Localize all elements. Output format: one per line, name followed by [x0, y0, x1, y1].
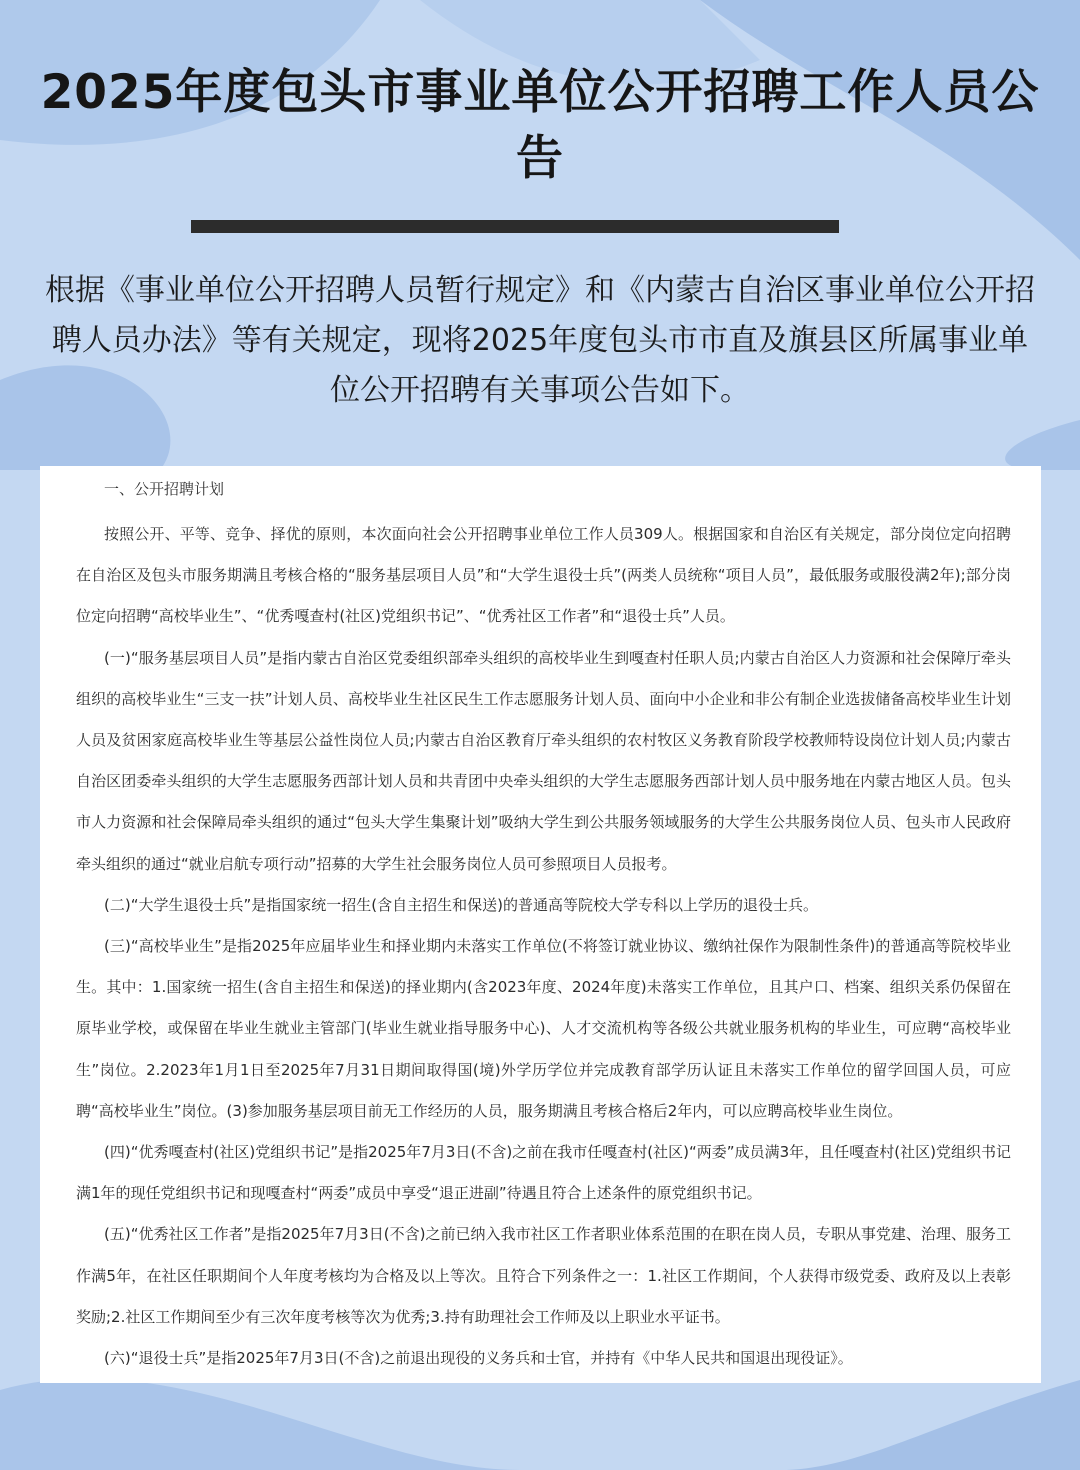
document-paragraph: (六)“退役士兵”是指2025年7月3日(不含)之前退出现役的义务兵和士官，并持有《中华人民共和国退出现役证》。	[104, 1349, 853, 1368]
intro-paragraph: 根据《事业单位公开招聘人员暂行规定》和《内蒙古自治区事业单位公开招聘人员办法》等有关规定，现将2025年度包头市市直及旗县区所属事业单位公开招聘有关事项公告如下。	[45, 273, 1035, 408]
page-title: 2025年度包头市事业单位公开招聘工作人员公告	[40, 65, 1040, 186]
document-paragraph: 按照公开、平等、竞争、择优的原则，本次面向社会公开招聘事业单位工作人员309人。根据国家和自治区有关规定，部分岗位定向招聘在自治区及包头市服务期满且考核合格的“服务基层项目人员”和“大学生退役士兵”(两类人员统称“项目人员”，最低服务或服役满2年);部分岗位定向招聘“高校毕业生”、“优秀嘎查村(社区)党组织书记”、“优秀社区工作者”和“退役士兵”人员。	[76, 525, 1011, 626]
title-divider	[191, 220, 839, 233]
document-excerpt	[40, 466, 1041, 1383]
document-paragraph: (三)“高校毕业生”是指2025年应届毕业生和择业期内未落实工作单位(不将签订就业协议、缴纳社保作为限制性条件)的普通高等院校毕业生。其中：1.国家统一招生(含自主招生和保送)的择业期内(含2023年度、2024年度)未落实工作单位，且其户口、档案、组织关系仍保留在原毕业学校，或保留在毕业生就业主管部门(毕业生就业指导服务中心)、人才交流机构等各级公共就业服务机构的毕业生，可应聘“高校毕业生”岗位。2.2023年1月1日至2025年7月31日期间取得国(境)外学历学位并完成教育部学历认证且未落实工作单位的留学回国人员，可应聘“高校毕业生”岗位。(3)参加服务基层项目前无工作经历的人员，服务期满且考核合格后2年内，可以应聘高校毕业生岗位。	[76, 937, 1011, 1120]
section-heading: 一、公开招聘计划	[104, 480, 225, 498]
document-paragraph: (五)“优秀社区工作者”是指2025年7月3日(不含)之前已纳入我市社区工作者职业体系范围的在职在岗人员，专职从事党建、治理、服务工作满5年，在社区任职期间个人年度考核均为合格及以上等次。且符合下列条件之一：1.社区工作期间，个人获得市级党委、政府及以上表彰奖励;2.社区工作期间至少有三次年度考核等次为优秀;3.持有助理社会工作师及以上职业水平证书。	[76, 1225, 1011, 1326]
document-paragraph: (一)“服务基层项目人员”是指内蒙古自治区党委组织部牵头组织的高校毕业生到嘎查村任职人员;内蒙古自治区人力资源和社会保障厅牵头组织的高校毕业生“三支一扶”计划人员、高校毕业生社区民生工作志愿服务计划人员、面向中小企业和非公有制企业选拔储备高校毕业生计划人员及贫困家庭高校毕业生等基层公益性岗位人员;内蒙古自治区教育厅牵头组织的农村牧区义务教育阶段学校教师特设岗位计划人员;内蒙古自治区团委牵头组织的大学生志愿服务西部计划人员和共青团中央牵头组织的大学生志愿服务西部计划人员中服务地在内蒙古地区人员。包头市人力资源和社会保障局牵头组织的通过“包头大学生集聚计划”吸纳大学生到公共服务领域服务的大学生公共服务岗位人员、包头市人民政府牵头组织的通过“就业启航专项行动”招募的大学生社会服务岗位人员可参照项目人员报考。	[76, 648, 1011, 873]
document-paragraph: (二)“大学生退役士兵”是指国家统一招生(含自主招生和保送)的普通高等院校大学专科以上学历的退役士兵。	[104, 895, 818, 914]
document-paragraph: (四)“优秀嘎查村(社区)党组织书记”是指2025年7月3日(不含)之前在我市任嘎查村(社区)“两委”成员满3年，且任嘎查村(社区)党组织书记满1年的现任党组织书记和现嘎查村“两委”成员中享受“退正进副”待遇且符合上述条件的原党组织书记。	[76, 1143, 1011, 1203]
